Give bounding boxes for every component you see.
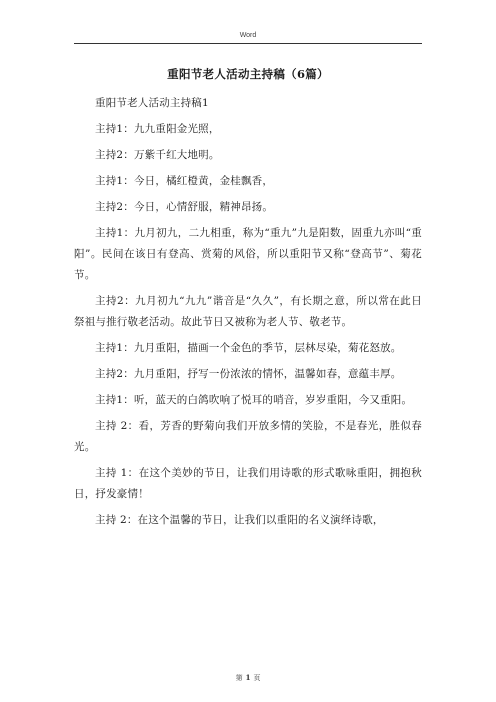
paragraph: 主持 2：看，芳香的野菊向我们开放多情的笑脸，不是春光，胜似春光。 bbox=[74, 420, 422, 453]
paragraph: 主持1：九月重阳，描画一个金色的季节，层林尽染，菊花怒放。 bbox=[95, 342, 402, 354]
paragraph: 主持1：今日，橘红橙黄，金桂飘香， bbox=[95, 175, 274, 187]
paragraph: 主持 1：在这个美妙的节日，让我们用诗歌的形式歌咏重阳，拥抱秋日，抒发豪情！ bbox=[74, 467, 422, 500]
header-divider bbox=[74, 43, 422, 44]
footer-suffix: 页 bbox=[253, 674, 261, 682]
document-title: 重阳节老人活动主持稿（6篇） bbox=[167, 67, 329, 81]
paragraph: 主持2：九月初九“九九”谐音是“久久”，有长期之意，所以常在此日祭祖与推行敬老活动。故此节日又被称为老人节、敬老节。 bbox=[74, 295, 422, 328]
page-footer bbox=[0, 673, 496, 683]
page-number: 1 bbox=[245, 673, 251, 682]
paragraph: 主持2：九月重阳，抒写一份浓浓的情怀，温馨如春，意蕴丰厚。 bbox=[95, 368, 402, 380]
paragraph: 主持1：九月初九，二九相重，称为“重九”九是阳数，固重九亦叫“重阳”。民间在该日有登高、赏菊的风俗，所以重阳节又称“登高节”、菊花节。 bbox=[74, 227, 422, 281]
paragraph: 主持1：九九重阳金光照， bbox=[95, 123, 220, 135]
header-label: Word bbox=[239, 32, 257, 39]
paragraph: 主持2：今日，心情舒服，精神昂扬。 bbox=[95, 201, 274, 213]
paragraph: 主持2：万紫千红大地明。 bbox=[95, 149, 220, 161]
footer-prefix: 第 bbox=[235, 674, 243, 682]
paragraph: 主持 2：在这个温馨的节日，让我们以重阳的名义演绎诗歌， bbox=[95, 514, 384, 526]
document-body bbox=[74, 93, 422, 536]
paragraph: 主持1：听，蓝天的白鸽吹响了悦耳的哨音，岁岁重阳，今又重阳。 bbox=[95, 394, 413, 406]
paragraph: 重阳节老人活动主持稿1 bbox=[95, 97, 209, 109]
